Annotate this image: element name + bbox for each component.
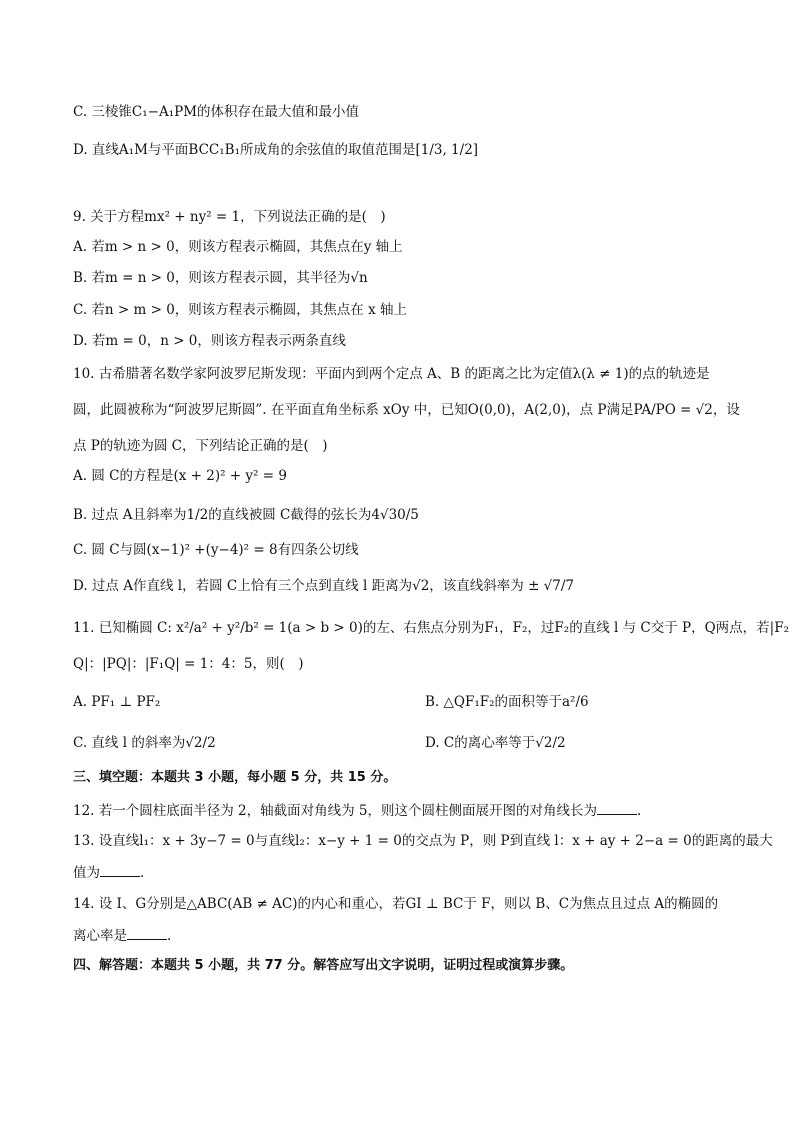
q10-option-a: A. 圆 C的方程是(x + 2)² + y² = 9 [73, 468, 287, 484]
q14-text2: 离心率是 [73, 928, 127, 944]
q8-option-d: D. 直线A₁M与平面BCC₁B₁所成角的余弦值的取值范围是[1/3, 1/2] [73, 142, 479, 158]
q13-answer-blank[interactable] [100, 862, 140, 877]
q10-stem-line2: 圆，此圆被称为“阿波罗尼斯圆”. 在平面直角坐标系 xOy 中，已知O(0,0)，A(2,0)，点 P满足PA/PO = √2，设 [73, 402, 740, 418]
q13-text2: 值为 [73, 865, 100, 881]
q8-option-c: C. 三棱锥C₁−A₁PM的体积存在最大值和最小值 [73, 104, 360, 120]
q9-stem: 9. 关于方程mx² + ny² = 1，下列说法正确的是( ) [73, 209, 386, 225]
q10-stem-line3: 点 P的轨迹为圆 C，下列结论正确的是( ) [73, 438, 328, 454]
q12-answer-blank[interactable] [597, 800, 637, 815]
section-3-heading: 三、填空题：本题共 3 小题，每小题 5 分，共 15 分。 [73, 770, 397, 785]
q11-stem-line2: Q|：|PQ|：|F₁Q| = 1：4：5，则( ) [73, 656, 304, 672]
q13-line1: 13. 设直线l₁：x + 3y−7 = 0与直线l₂：x−y + 1 = 0的交点为 P，则 P到直线 l：x + ay + 2−a = 0的距离的最大 [73, 833, 773, 849]
q9-option-b: B. 若m = n > 0，则该方程表示圆，其半径为√n [73, 270, 368, 286]
q9-option-d: D. 若m = 0，n > 0，则该方程表示两条直线 [73, 333, 346, 349]
q11-options-row1 [73, 692, 754, 712]
q11-option-c: C. 直线 l 的斜率为√2/2 [73, 735, 216, 751]
q11-option-a: A. PF₁ ⊥ PF₂ [73, 694, 161, 710]
q10-option-d: D. 过点 A作直线 l，若圆 C上恰有三个点到直线 l 距离为√2，该直线斜率为 ± √7/7 [73, 578, 575, 594]
q9-option-a: A. 若m > n > 0，则该方程表示椭圆，其焦点在y 轴上 [73, 239, 403, 255]
q12 [73, 800, 754, 821]
q10-stem-line1: 10. 古希腊著名数学家阿波罗尼斯发现：平面内到两个定点 A、B 的距离之比为定值λ(λ ≠ 1)的点的轨迹是 [73, 366, 710, 382]
q11-stem-line1: 11. 已知椭圆 C: x²/a² + y²/b² = 1(a > b > 0)的左、右焦点分别为F₁，F₂，过F₂的直线 l 与 C交于 P，Q两点，若|F₂ [73, 620, 790, 636]
q10-option-c: C. 圆 C与圆(x−1)² +(y−4)² = 8有四条公切线 [73, 542, 359, 558]
q14-line2 [73, 925, 754, 946]
q12-text: 12. 若一个圆柱底面半径为 2，轴截面对角线为 5，则这个圆柱侧面展开图的对角线长为 [73, 803, 598, 819]
q11-option-d: D. C的离心率等于√2/2 [425, 735, 566, 751]
q12-end: . [637, 803, 642, 819]
q13-end: . [140, 865, 145, 881]
q14-line1: 14. 设 I、G分别是△ABC(AB ≠ AC)的内心和重心，若GI ⊥ BC于 F，则以 B、C为焦点且过点 A的椭圆的 [73, 896, 719, 912]
q14-end: . [167, 928, 172, 944]
q13-line2 [73, 862, 754, 883]
q9-option-c: C. 若n > m > 0，则该方程表示椭圆，其焦点在 x 轴上 [73, 302, 407, 318]
q11-option-b: B. △QF₁F₂的面积等于a²/6 [425, 694, 589, 710]
q10-option-b: B. 过点 A且斜率为1/2的直线被圆 C截得的弦长为4√30/5 [73, 507, 419, 523]
section-4-heading: 四、解答题：本题共 5 小题，共 77 分。解答应写出文字说明，证明过程或演算步骤。 [73, 958, 574, 973]
q11-options-row2 [73, 733, 754, 753]
q14-answer-blank[interactable] [127, 925, 167, 940]
